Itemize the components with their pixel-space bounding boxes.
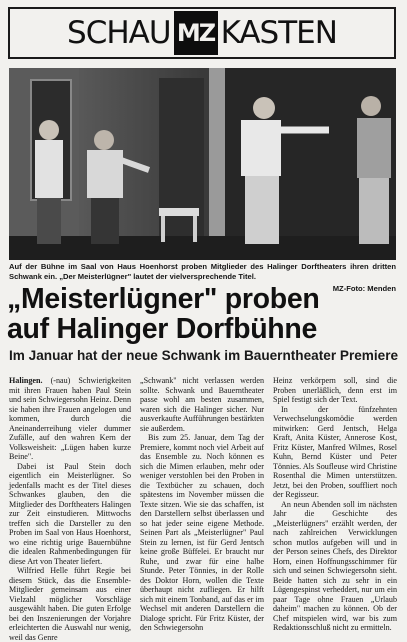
article-paragraph: Heinz verkörpern soll, sind die Proben unerläßlich, denn erst im Spiel festigt sich der Text. — [273, 376, 397, 404]
article-column-3 — [273, 376, 397, 632]
masthead-right-word: KASTEN — [220, 14, 337, 51]
subheadline: Im Januar hat der neue Schwank im Bauerntheater Premiere — [9, 348, 399, 363]
headline-line-2: auf Halinger Dorfbühne — [7, 313, 318, 345]
article-column-2 — [140, 376, 264, 632]
paragraph-text: (-nau) Schwierigkeiten mit ihren Frauen haben Paul Stein und sein Schwiegersohn Heinz. Denn sie haben ihre Frauen angelogen und kommen, durch die Aneinanderreihung vieler dummer Zufälle, auf den wahren Kern der Volksweisheit: „Lügen haben kurze Beine". — [9, 376, 131, 461]
stage-rehearsal-photo — [9, 68, 396, 260]
article-paragraph: In der fünfzehnten Verwechselungskomödie werden mitwirken: Gerd Jentsch, Helga Kraft, Anita Küster, Annerose Kost, Fritz Küster, Manfred Wilmes, Rosel Kuhn, Bernd Küster und Peter Tönnies. Als Soufleuse wird Christine Rosenthal die Mimen unterstützen. Jetzt, bei den Proben, souffliert noch der Regisseur. — [273, 404, 397, 499]
article-paragraph — [9, 376, 131, 462]
article-paragraph: „Schwank" nicht verlassen werden sollte. Schwank und Bauerntheater passe wohl am besten zusammen, waren sich die Halinger sicher. Nur ausverkaufte Aufführungen bestärkten sie außerdem. — [140, 376, 264, 433]
masthead-left-word: SCHAU — [67, 14, 171, 51]
photo-illustration — [9, 68, 396, 260]
article-paragraph: Dabei ist Paul Stein doch eigentlich ein Meisterlügner. So jedenfalls macht es der Titel dieses Schwankes glauben, den die Mitglieder des Dorftheaters Halingen zur Zeit einstudieren. Mittwochs treffen sich die Darsteller zu den Proben im Saal von Haus Hoenhorst, wo eine richtig urige Bauernbühne die idealen Rahmenbedingungen für diese Art von Theater liefert. — [9, 461, 131, 566]
mz-logo: MZ — [174, 11, 218, 55]
dateline: Halingen. — [9, 376, 43, 385]
article-paragraph: Wilfried Helle führt Regie bei diesem Stück, das die Ensemble-Mitglieder gemeinsam aus einer Vielzahl möglicher Vorschläge ausgewählt haben. Die guten Erfolge bei den Inszenierungen der Vorjahre erleichterten die Auswahl nur wenig, weil das Genre — [9, 566, 131, 642]
caption-text: Auf der Bühne im Saal von Haus Hoenhorst proben Mitglieder des Halinger Dorftheaters ihren dritten Schwank ein. „Der Meisterlügner" lautet der vielversprechende Titel. — [9, 262, 396, 281]
article-paragraph: An neun Abenden soll im nächsten Jahr die Geschichte des „Meisterlügners" erzählt werden, der nach zahlreichen Verwicklungen schon mutlos aufgeben will und in der Person seines Chefs, des Direktor Horn, einen Hoffnungsschimmer für sich und seinen Schwiegersohn sieht. Beide hatten sich zu sehr in ein Lügengespinst verheddert, nur um ein paar Tage ohne Frauen „Urlaub daheim" machen zu können. Ob der Chef mitspielen wird, war bis zum Redaktionsschluß nicht zu ermitteln. — [273, 499, 397, 632]
article-paragraph: Bis zum 25. Januar, dem Tag der Premiere, kommt noch viel Arbeit auf das Ensemble zu. Noch können es sich die Mimen erlauben, mehr oder weniger verstohlen bei den Proben in die Textbücher zu schauen, doch spätestens im November müssen die Texte sitzen. Wie sie das schaffen, ist den Darstellern selbst überlassen und so hat jeder seine eigene Methode. Seinen Part als „Meisterlügner" Paul Stein zu lernen, ist für Gerd Jentsch keine große Büffelei. Er braucht nur Ruhe, und zwar für eine halbe Stunde. Peter Tönnies, in der Rolle des Doktor Horn, wollen die Texte überhaupt nicht zufliegen. Er hilft sich mit einem Tonband, auf das er im Wechsel mit anderen Darstellern die Dialoge spricht. Für Fritz Küster, der den Schwiegersohn — [140, 433, 264, 632]
headline — [7, 284, 399, 344]
article-column-1 — [9, 376, 131, 642]
photo-credit: MZ-Foto: Menden — [332, 284, 396, 294]
masthead — [8, 7, 396, 59]
headline-line-1: „Meisterlügner" proben — [7, 283, 320, 315]
